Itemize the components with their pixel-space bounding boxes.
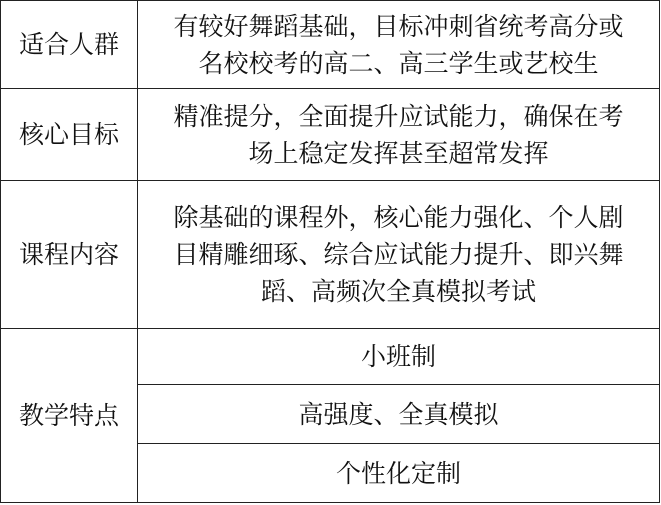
row-value: [138, 89, 660, 181]
value-line: 场上稳定发挥甚至超常发挥: [248, 138, 549, 168]
value-line: 有较好舞蹈基础，目标冲刺省统考高分或: [173, 11, 624, 41]
value-line: 蹈、高频次全真模拟考试: [260, 277, 536, 306]
row-label: 核心目标: [1, 89, 138, 181]
feature-item: 个性化定制: [138, 444, 660, 503]
table-row-core-goal: [1, 89, 660, 181]
row-label: 课程内容: [1, 181, 138, 329]
row-label: 适合人群: [1, 1, 138, 89]
table-row-target-audience: [1, 1, 660, 89]
table-row-teaching-features: [1, 329, 660, 385]
row-value: [138, 181, 660, 329]
table-row-course-content: [1, 181, 660, 329]
value-line: 目精雕细琢、综合应试能力提升、即兴舞: [173, 240, 624, 269]
value-line: 精准提分，全面提升应试能力，确保在考: [173, 101, 624, 131]
value-line: 除基础的课程外，核心能力强化、个人剧: [173, 203, 624, 232]
row-label: 教学特点: [1, 329, 138, 503]
feature-item: 小班制: [138, 329, 660, 385]
feature-item: 高强度、全真模拟: [138, 385, 660, 444]
row-value: [138, 1, 660, 89]
value-line: 名校校考的高二、高三学生或艺校生: [198, 48, 599, 78]
